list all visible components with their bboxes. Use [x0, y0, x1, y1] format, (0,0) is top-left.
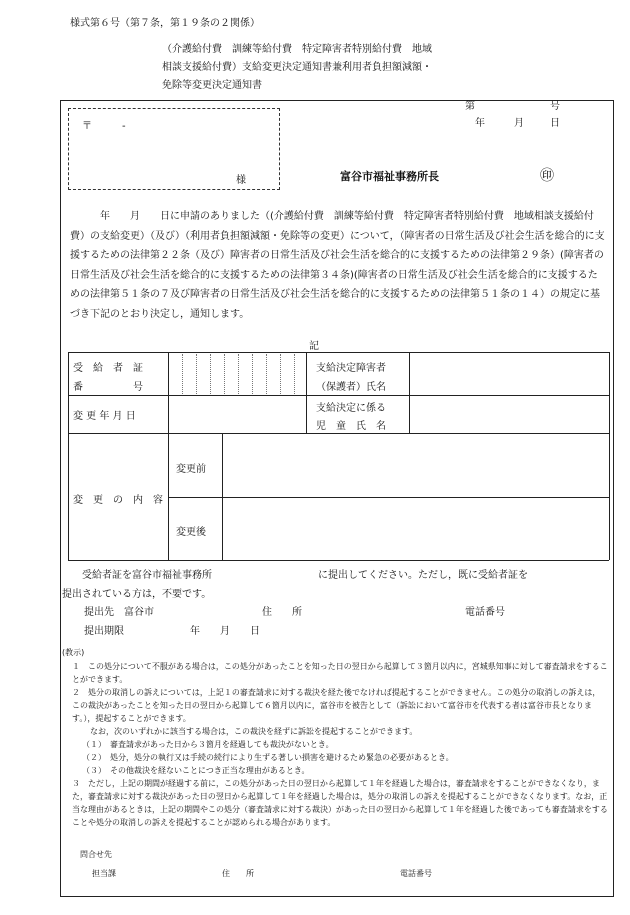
- doc-number-dai: 第: [465, 101, 475, 112]
- table-line-before-after: [168, 497, 609, 498]
- submission-deadline-date: 年 月 日: [190, 626, 260, 637]
- number-cell-divider: [196, 354, 197, 394]
- date-year: 年: [475, 118, 485, 129]
- inquiry-address: 住 所: [222, 869, 254, 878]
- number-cell-divider: [280, 354, 281, 394]
- submission-text-2: 提出されている方は，不要です。: [62, 589, 212, 600]
- inquiry-phone: 電話番号: [400, 869, 432, 878]
- note-2: ２ 処分の取消しの訴えについては，上記１の審査請求に対する裁決を経た後でなければ提起することができません。この処分の取消しの訴えは，この裁決があったことを知った日の翌日から起算して６箇月以内に，富谷市を被告として（訴訟において富谷市を代表する者は富谷市長となります。），提起することができます。: [72, 688, 601, 723]
- doc-number-go: 号: [550, 101, 560, 112]
- child-label: 支給決定に係る: [316, 403, 386, 414]
- title-line-2: 相談支援給付費）支給変更決定通知書兼利用者負担額減額・: [162, 62, 432, 73]
- table-col-right: [409, 352, 410, 433]
- number-cell-divider: [266, 354, 267, 394]
- table-line-row2: [68, 433, 609, 434]
- table-col-change: [222, 433, 223, 560]
- note-1: １ この処分について不服がある場合は，この処分があったことを知った日の翌日から起算して３箇月以内に，宮城県知事に対して審査請求をすることができます。: [72, 662, 608, 684]
- decision-person-label-2: （保護者）氏名: [316, 382, 386, 393]
- table-border-right: [609, 352, 610, 560]
- submission-text-1b: に提出してください。ただし，既に受給者証を: [318, 570, 528, 581]
- submission-destination: 提出先 富谷市: [84, 607, 154, 618]
- child-label-2: 児 童 氏 名: [316, 421, 386, 432]
- number-cell-divider: [238, 354, 239, 394]
- note-3: ３ ただし，上記の期間が経過する前に，この処分があった日の翌日から起算して１年を経過した場合は，審査請求をすることができなくなり，また，審査請求に対する裁決があった日の翌日から起算して１年を経過した場合は，処分の取消しの訴えを提起することができなくなります。なお，正当な理由があるときは，上記の期間やこの処分（審査請求に対する裁決）があった日の翌日から起算して１年を経過した後であっても審査請求をすることや処分の取消しの訴えを提起することが認められる場合があります。: [72, 779, 608, 827]
- note-2b: なお，次のいずれかに該当する場合は，この裁決を経ずに訴訟を提起することができます。: [90, 727, 418, 736]
- date-month: 月: [514, 118, 524, 129]
- decision-person-label: 支給決定障害者: [316, 363, 386, 374]
- body-paragraph: 年 月 日に申請のありました（(介護給付費 訓練等給付費 特定障害者特別給付費 地域相談支援給付費）の支給変更）（及び）（利用者負担額減額・免除等の変更）について，（障害者の日常生活及び社会生活を総合的に支援するための法律第２２条（及び）障害者の日常生活及び社会生活を総合的に支援するための法律第２９条）(障害者の日常生活及び社会生活を総合的に支援するための法律第３４条)(障害者の日常生活及び社会生活を総合的に支援するための法律第５１条の７及び障害者の日常生活及び社会生活を総合的に支援するための法律第５１条の１４）の規定に基づき下記のとおり決定し，通知します。: [70, 211, 605, 320]
- title-line-1: （介護給付費 訓練等給付費 特定障害者特別給付費 地域: [162, 44, 432, 55]
- table-col-label: [168, 352, 169, 560]
- change-date-label: 変 更 年 月 日: [73, 411, 136, 422]
- table-border-bottom: [68, 560, 609, 561]
- inquiry-dept: 担当課: [92, 869, 116, 878]
- table-line-row1: [68, 395, 609, 396]
- recipient-number-label: 受 給 者 証: [73, 363, 143, 374]
- before-label: 変更前: [176, 464, 206, 475]
- number-cell-divider: [294, 354, 295, 394]
- submission-address-label: 住 所: [262, 607, 302, 618]
- inquiry-label: 問合せ先: [80, 850, 112, 859]
- recipient-number-label-2: 番 号: [73, 382, 143, 393]
- after-label: 変更後: [176, 527, 206, 538]
- table-border-left: [68, 352, 69, 560]
- table-border-top: [68, 352, 609, 353]
- number-cell-divider: [182, 354, 183, 394]
- seal-mark: ㊞: [540, 168, 554, 184]
- note-2-1: （１） 審査請求があった日から３箇月を経過しても裁決がないとき。: [82, 740, 334, 749]
- form-number: 様式第６号（第７条，第１９条の２関係）: [70, 18, 260, 29]
- postal-mark: 〒 -: [82, 121, 126, 132]
- note-2-3: （３） その他裁決を経ないことにつき正当な理由があるとき。: [82, 766, 310, 775]
- change-content-label: 変 更 の 内 容: [73, 495, 163, 506]
- note-2-2: （２） 処分，処分の執行又は手続の続行により生ずる著しい損害を避けるため緊急の必要があるとき。: [82, 753, 454, 762]
- notes-heading: (教示): [62, 648, 85, 657]
- ki-marker: 記: [309, 341, 319, 352]
- table-col-mid: [306, 352, 307, 433]
- issuer-name: 富谷市福祉事務所長: [340, 170, 439, 183]
- date-day: 日: [550, 118, 560, 129]
- number-cell-divider: [210, 354, 211, 394]
- addressee-sama: 様: [236, 175, 246, 186]
- submission-deadline-label: 提出期限: [84, 626, 124, 637]
- number-cell-divider: [224, 354, 225, 394]
- number-cell-divider: [252, 354, 253, 394]
- title-line-3: 免除等変更決定通知書: [162, 80, 262, 91]
- submission-phone-label: 電話番号: [465, 607, 505, 618]
- submission-text-1a: 受給者証を富谷市福祉事務所: [82, 570, 212, 581]
